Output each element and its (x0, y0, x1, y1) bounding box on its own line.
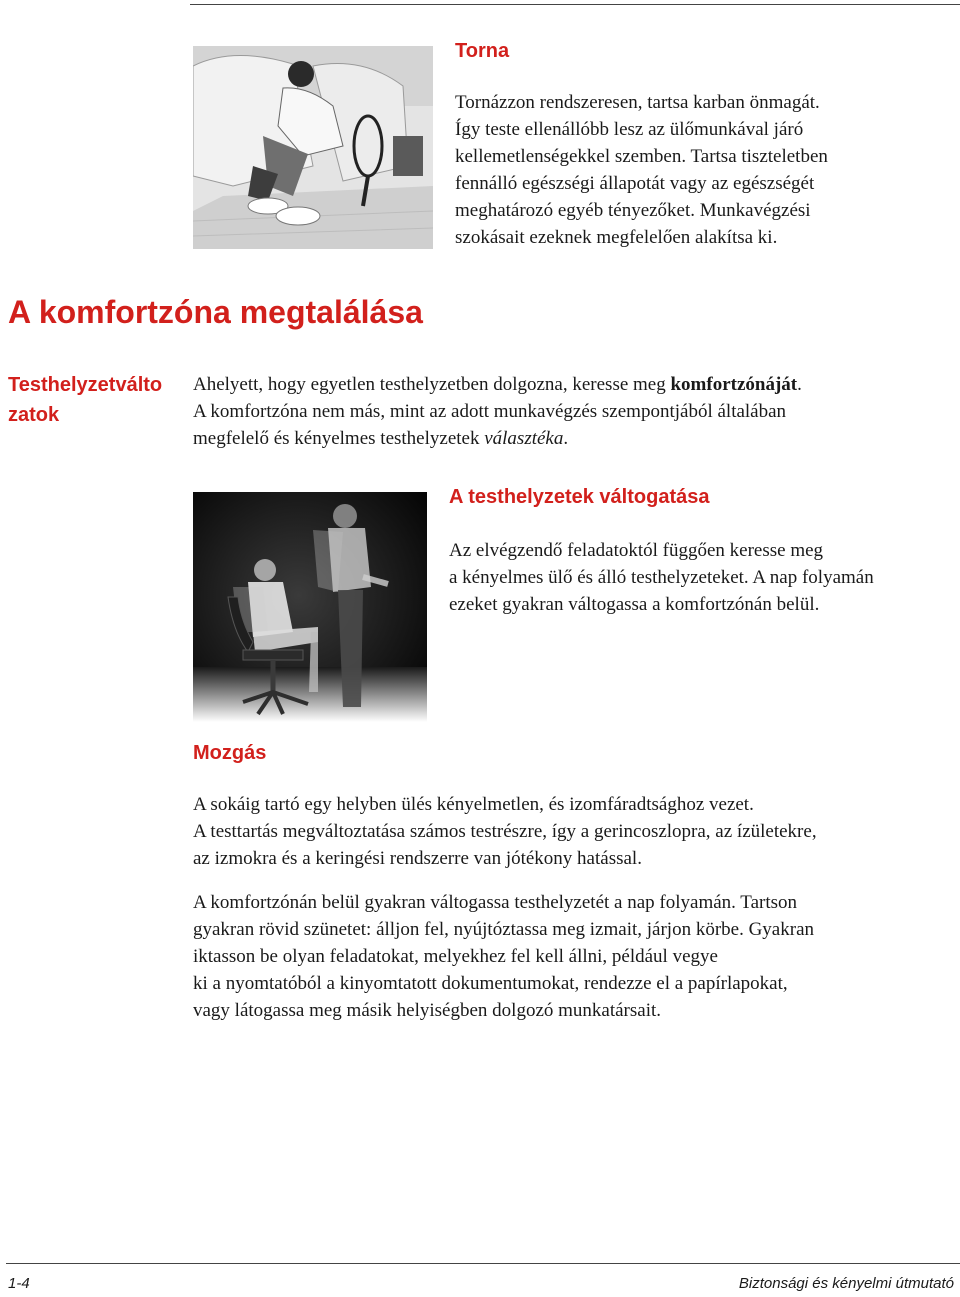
mozgas-paragraph-1 (193, 791, 958, 872)
mozgas-line: vagy látogassa meg másik helyiségben dolgozó munkatársait. (193, 1000, 662, 1021)
mozgas-line: A sokáig tartó egy helyben ülés kényelmetlen, és izomfáradtsághoz vezet. (193, 794, 754, 815)
intro-bold-term: komfortzónáját (670, 374, 798, 395)
section-title: A komfortzóna megtalálása (8, 294, 423, 330)
mozgas-paragraph-2 (193, 889, 958, 1024)
testhelyzetek-heading: A testhelyzetek váltogatása (449, 486, 710, 508)
testhelyzetek-line: Az elvégzendő feladatoktól függően keresse meg (449, 540, 824, 561)
intro-text: . (563, 428, 569, 449)
testhelyzetek-line: ezeket gyakran váltogassa a komfortzónán belül. (449, 594, 820, 615)
top-rule (190, 4, 960, 5)
side-heading-line: zatok (8, 404, 60, 426)
torna-paragraph (455, 89, 935, 251)
mozgas-line: az izmokra és a keringési rendszerre van jótékony hatással. (193, 848, 642, 869)
intro-text: megfelelő és kényelmes testhelyzetek (193, 428, 485, 449)
mozgas-line: A komfortzónán belül gyakran váltogassa testhelyzetét a nap folyamán. Tartson (193, 892, 798, 913)
intro-line (193, 425, 958, 452)
mozgas-line: gyakran rövid szünetet: álljon fel, nyújtóztassa meg izmait, járjon körbe. Gyakran (193, 919, 814, 940)
torna-line: Így teste ellenállóbb lesz az ülőmunkával járó (455, 119, 804, 140)
intro-italic-term: választéka (484, 428, 564, 449)
intro-text: Ahelyett, hogy egyetlen testhelyzetben dolgozna, keresse meg (193, 374, 671, 395)
torna-line: fennálló egészségi állapotát vagy az egészségét (455, 173, 815, 194)
exercise-photo (193, 46, 433, 249)
intro-line (193, 371, 958, 398)
footer-title: Biztonsági és kényelmi útmutató (738, 1275, 954, 1292)
mozgas-line: iktasson be olyan feladatokat, melyekhez fel kell állni, például vegye (193, 946, 718, 967)
mozgas-heading: Mozgás (193, 742, 267, 764)
mozgas-line: ki a nyomtatóból a kinyomtatott dokumentumokat, rendezze el a papírlapokat, (193, 973, 788, 994)
intro-text: . (797, 374, 802, 395)
footer-rule (6, 1263, 960, 1264)
page-number: 1-4 (8, 1275, 30, 1292)
mozgas-line: A testtartás megváltoztatása számos testrészre, így a gerincoszlopra, az ízületekre, (193, 821, 817, 842)
testhelyzetek-line: a kényelmes ülő és álló testhelyzeteket. A nap folyamán (449, 567, 874, 588)
intro-paragraph (193, 371, 958, 452)
torna-line: meghatározó egyéb tényezőket. Munkavégzési (455, 200, 811, 221)
torna-line: szokásait ezeknek megfelelően alakítsa ki. (455, 227, 778, 248)
torna-line: Tornázzon rendszeresen, tartsa karban önmagát. (455, 92, 820, 113)
side-heading-line: Testhelyzetválto (8, 374, 163, 396)
testhelyzetek-paragraph (449, 537, 960, 618)
posture-photo (193, 492, 427, 722)
intro-line: A komfortzóna nem más, mint az adott munkavégzés szempontjából általában (193, 401, 787, 422)
torna-line: kellemetlenségekkel szemben. Tartsa tiszteletben (455, 146, 828, 167)
side-heading (8, 370, 178, 430)
torna-heading: Torna (455, 40, 510, 62)
